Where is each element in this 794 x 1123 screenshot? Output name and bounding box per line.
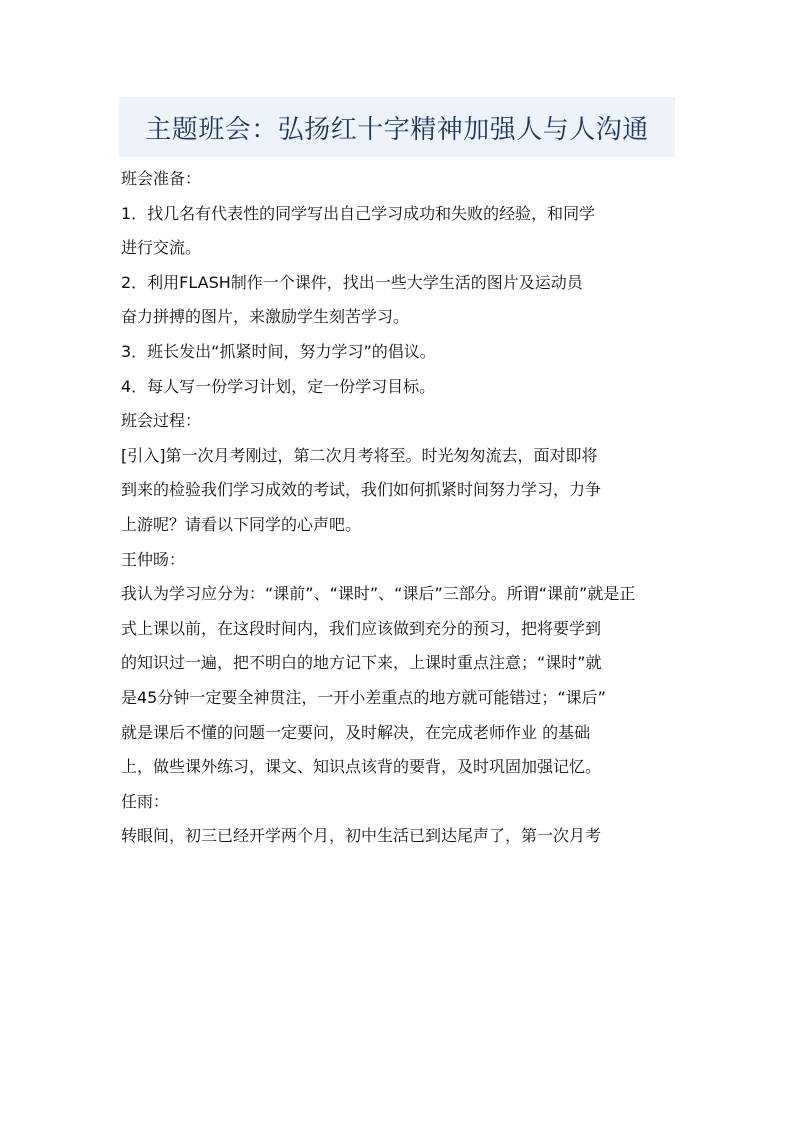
body-line: 2．利用FLASH制作一个课件，找出一些大学生活的图片及运动员: [121, 272, 583, 292]
section-heading-preparation: 班会准备：: [121, 169, 202, 188]
body-line: 我认为学习应分为：“课前”、“课时”、“课后”三部分。所谓“课前”就是正: [121, 584, 636, 604]
title-banner: [119, 97, 675, 157]
body-line: 就是课后不懂的问题一定要问，及时解决，在完成老师作业 的基础: [121, 722, 591, 742]
body-line: 转眼间，初三已经开学两个月，初中生活已到达尾声了，第一次月考: [121, 826, 602, 846]
section-heading-process: 班会过程：: [121, 411, 202, 431]
speaker-name: 任雨：: [121, 791, 170, 811]
body-line: 4．每人写一份学习计划，定一份学习目标。: [121, 376, 436, 396]
body-line: 奋力拼搏的图片，来激励学生刻苦学习。: [121, 307, 410, 327]
body-line: 1．找几名有代表性的同学写出自己学习成功和失败的经验，和同学: [121, 203, 596, 223]
body-line: 3．班长发出“抓紧时间，努力学习”的倡议。: [121, 341, 436, 361]
document-body: [121, 162, 677, 854]
page-title: 主题班会：弘扬红十字精神加强人与人沟通: [145, 114, 649, 145]
speaker-name: 王仲旸：: [121, 549, 186, 569]
body-line: 上游呢？请看以下同学的心声吧。: [121, 514, 362, 534]
body-line: 式上课以前，在这段时间内，我们应该做到充分的预习，把将要学到: [121, 618, 602, 638]
body-line: 上，做些课外练习，课文、知识点该背的要背，及时巩固加强记忆。: [121, 757, 602, 777]
body-line: 是45分钟一定要全神贯注，一开小差重点的地方就可能错过；“课后”: [121, 687, 606, 707]
body-line: 到来的检验我们学习成效的考试，我们如何抓紧时间努力学习，力争: [121, 480, 602, 500]
body-line: 进行交流。: [121, 238, 202, 258]
body-line: [引入]第一次月考刚过，第二次月考将至。时光匆匆流去，面对即将: [121, 445, 598, 465]
body-line: 的知识过一遍，把不明白的地方记下来，上课时重点注意；“课时”就: [121, 653, 602, 673]
